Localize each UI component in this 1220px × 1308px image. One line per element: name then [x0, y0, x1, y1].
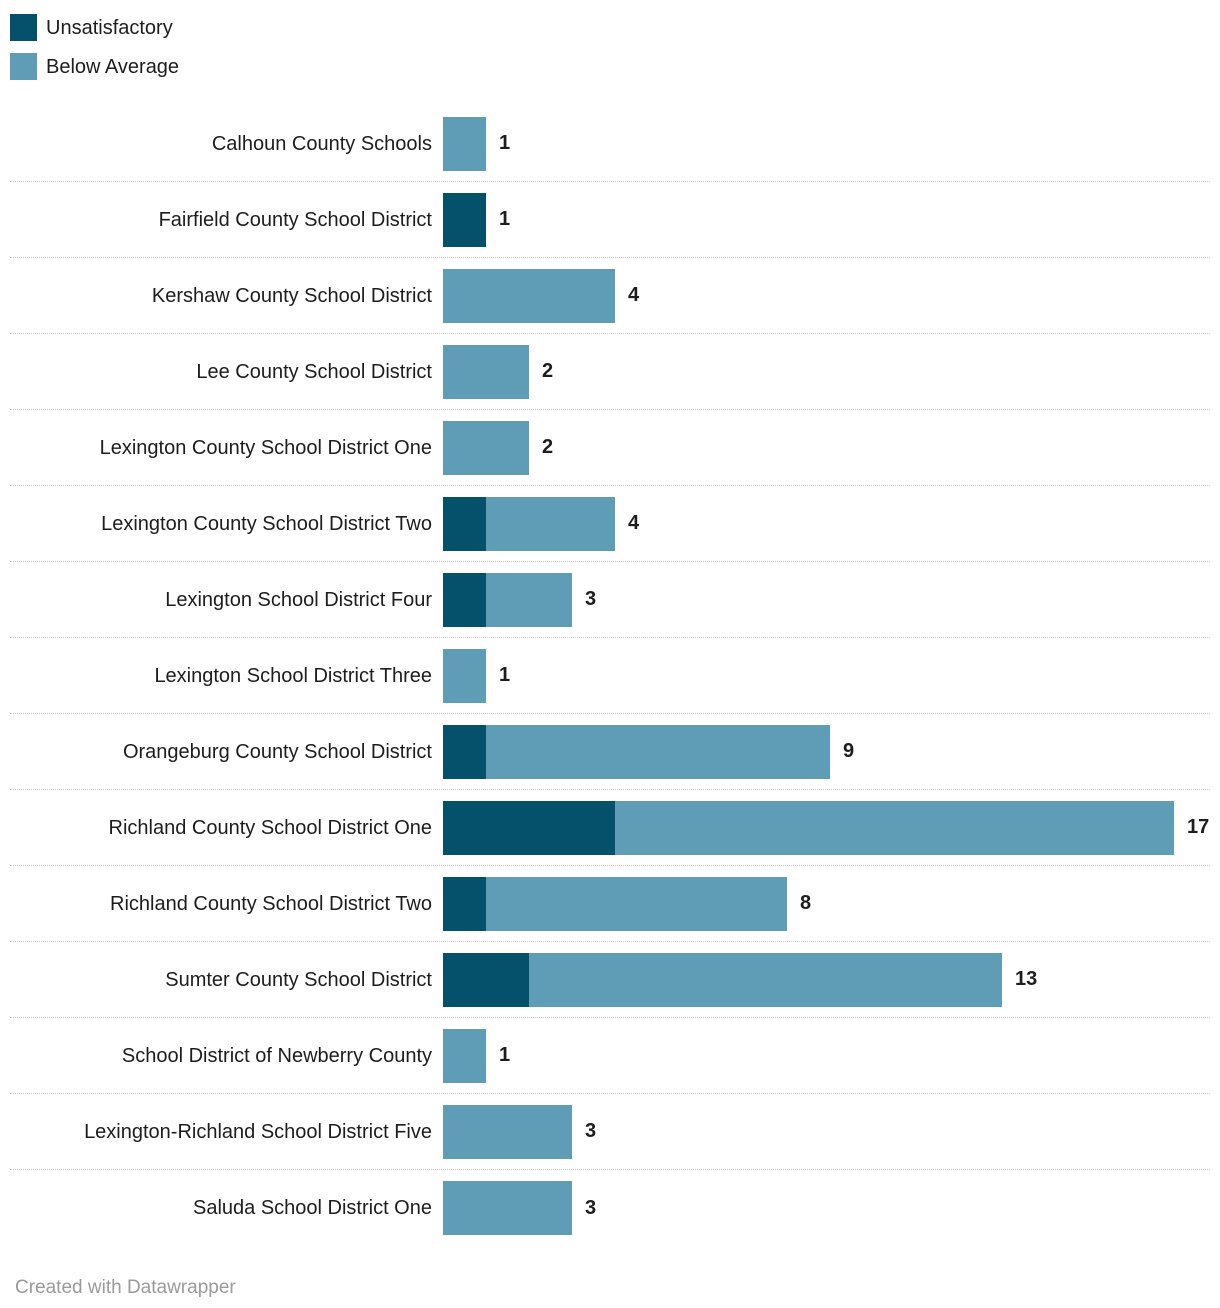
bar-value-label: 4: [628, 512, 640, 534]
row-label: Lexington County School District One: [99, 436, 432, 459]
bar-area: [443, 117, 1210, 171]
stacked-bar[interactable]: [443, 421, 529, 475]
bar-row: [10, 1170, 1210, 1246]
bar-row: [10, 714, 1210, 790]
bar-value-label: 4: [628, 284, 640, 306]
bar-segment-below-average[interactable]: [443, 345, 529, 399]
attribution-text: Created with Datawrapper: [15, 1277, 236, 1298]
bar-area: [443, 497, 1210, 551]
bar-value-label: 1: [499, 664, 511, 686]
bar-segment-below-average[interactable]: [443, 269, 615, 323]
bar-area: [443, 573, 1210, 627]
bar-row: [10, 334, 1210, 410]
row-label: Lexington County School District Two: [101, 512, 432, 535]
stacked-bar[interactable]: [443, 953, 1002, 1007]
bar-segment-below-average[interactable]: [486, 725, 830, 779]
stacked-bar[interactable]: [443, 497, 615, 551]
bar-rows: [10, 106, 1210, 1246]
bar-area: [443, 345, 1210, 399]
bar-area: [443, 193, 1210, 247]
row-label: Orangeburg County School District: [122, 740, 432, 763]
bar-segment-unsatisfactory[interactable]: [443, 193, 486, 247]
bar-value-label: 13: [1015, 968, 1038, 990]
bar-row: [10, 790, 1210, 866]
stacked-bar[interactable]: [443, 725, 830, 779]
bar-segment-below-average[interactable]: [486, 877, 787, 931]
stacked-bar[interactable]: [443, 1105, 572, 1159]
legend-item-below-average: [10, 53, 1220, 80]
bar-area: [443, 1105, 1210, 1159]
bar-segment-below-average[interactable]: [486, 497, 615, 551]
row-label: Richland County School District Two: [110, 892, 432, 915]
bar-area: [443, 269, 1210, 323]
bar-segment-unsatisfactory[interactable]: [443, 877, 486, 931]
stacked-bar[interactable]: [443, 345, 529, 399]
row-label: School District of Newberry County: [121, 1044, 432, 1067]
bar-area: [443, 421, 1210, 475]
row-label: Fairfield County School District: [158, 208, 432, 231]
bar-row: [10, 106, 1210, 182]
stacked-bar[interactable]: [443, 877, 787, 931]
bar-segment-unsatisfactory[interactable]: [443, 953, 529, 1007]
bar-value-label: 8: [800, 892, 812, 914]
bar-segment-unsatisfactory[interactable]: [443, 801, 615, 855]
bar-area: [443, 725, 1210, 779]
legend: [0, 0, 1220, 80]
stacked-bar[interactable]: [443, 269, 615, 323]
bar-area: [443, 877, 1210, 931]
bar-value-label: 2: [542, 436, 554, 458]
row-label: Lexington School District Three: [154, 664, 432, 687]
bar-segment-below-average[interactable]: [615, 801, 1174, 855]
bar-segment-unsatisfactory[interactable]: [443, 725, 486, 779]
legend-label-below-average: Below Average: [46, 55, 180, 78]
bar-row: [10, 486, 1210, 562]
legend-swatch-unsatisfactory-icon: [10, 14, 37, 41]
row-label: Lee County School District: [196, 360, 432, 383]
bar-segment-below-average[interactable]: [486, 573, 572, 627]
stacked-bar[interactable]: [443, 649, 486, 703]
row-label: Saluda School District One: [192, 1197, 432, 1219]
bar-value-label: 9: [843, 740, 855, 762]
stacked-bar[interactable]: [443, 573, 572, 627]
bar-segment-unsatisfactory[interactable]: [443, 573, 486, 627]
row-label: Kershaw County School District: [151, 284, 432, 307]
bar-row: [10, 182, 1210, 258]
bar-value-label: 17: [1187, 816, 1210, 838]
row-label: Calhoun County Schools: [211, 132, 432, 155]
bar-value-label: 2: [542, 360, 554, 382]
bar-segment-unsatisfactory[interactable]: [443, 497, 486, 551]
bar-row: [10, 258, 1210, 334]
bar-area: [443, 1181, 1210, 1235]
bar-area: [443, 649, 1210, 703]
bar-row: [10, 638, 1210, 714]
bar-value-label: 3: [585, 1120, 597, 1142]
row-label: Lexington-Richland School District Five: [84, 1120, 432, 1143]
bar-area: [443, 1029, 1210, 1083]
bar-value-label: 1: [499, 1044, 511, 1066]
bar-row: [10, 410, 1210, 486]
bar-segment-below-average[interactable]: [443, 117, 486, 171]
bar-segment-below-average[interactable]: [443, 1181, 572, 1235]
bar-value-label: 3: [585, 1196, 597, 1219]
bar-value-label: 3: [585, 588, 597, 610]
bar-area: [443, 953, 1210, 1007]
bar-segment-below-average[interactable]: [443, 1029, 486, 1083]
stacked-bar[interactable]: [443, 193, 486, 247]
legend-item-unsatisfactory: [10, 14, 1220, 41]
stacked-bar[interactable]: [443, 117, 486, 171]
stacked-bar[interactable]: [443, 1181, 572, 1235]
bar-row: [10, 1094, 1210, 1170]
bar-value-label: 1: [499, 208, 511, 230]
bar-segment-below-average[interactable]: [443, 1105, 572, 1159]
bar-segment-below-average[interactable]: [443, 649, 486, 703]
stacked-bar[interactable]: [443, 1029, 486, 1083]
legend-label-unsatisfactory: Unsatisfactory: [46, 16, 173, 39]
bar-row: [10, 1018, 1210, 1094]
bar-value-label: 1: [499, 132, 511, 154]
bar-segment-below-average[interactable]: [529, 953, 1002, 1007]
bar-row: [10, 942, 1210, 1018]
row-label: Richland County School District One: [108, 816, 432, 839]
legend-swatch-below-average-icon: [10, 53, 37, 80]
bar-area: [443, 801, 1210, 855]
bar-segment-below-average[interactable]: [443, 421, 529, 475]
row-label: Lexington School District Four: [165, 588, 432, 611]
bar-row: [10, 866, 1210, 942]
row-label: Sumter County School District: [165, 968, 432, 991]
bar-row: [10, 562, 1210, 638]
stacked-bar[interactable]: [443, 801, 1174, 855]
